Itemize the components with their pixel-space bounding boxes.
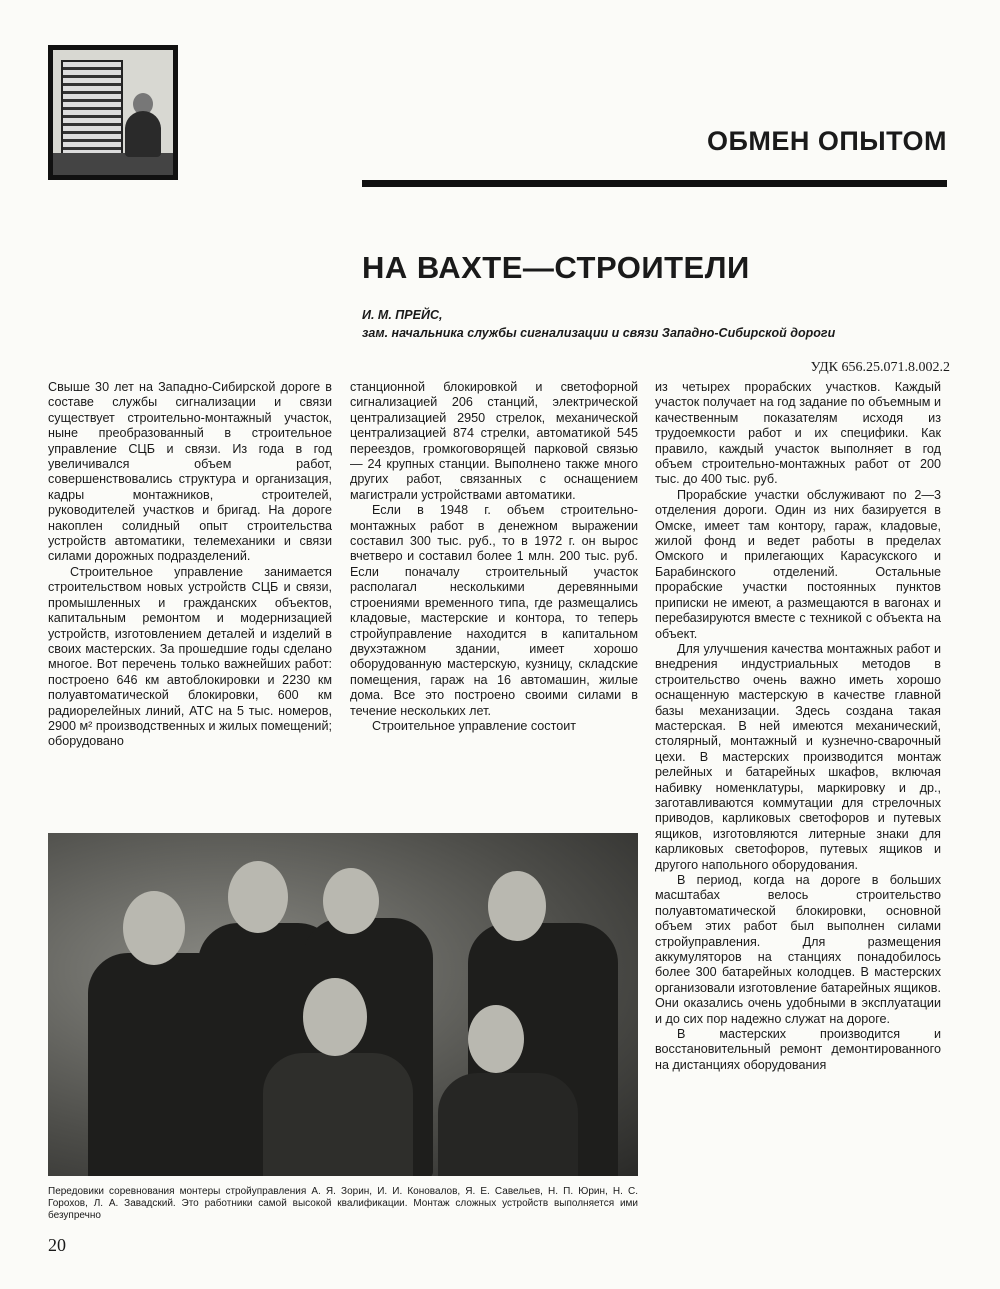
section-thumbnail-photo bbox=[48, 45, 178, 180]
author-name: И. М. ПРЕЙС, bbox=[362, 308, 443, 322]
photo-caption: Передовики соревнования монтеры стройуправления А. Я. Зорин, И. И. Коновалов, Я. Е. Савельев, Н. П. Юрин, Н. С. Горохов, Л. А. Завадский. Это работники самой высокой квалификации. Монтаж сложных устройств выполняется ими безупречно bbox=[48, 1186, 638, 1221]
paragraph: станционной блокировкой и светофорной сигнализацией 206 станций, электрической централизацией 2950 стрелок, механической централизацией 874 стрелки, автоматикой 545 переездов, громкоговорящей парковой связью — 24 крупных станции. Выполнено также много других работ, связанных с оснащением магистрали устройствами автоматики. bbox=[350, 380, 638, 502]
paragraph: из четырех прорабских участков. Каждый участок получает на год задание по объемным и качественным показателям исходя из трудоемкости работ и их специфики. Как правило, каждый участок выполняет в год объем строительно-монтажных работ от 200 тыс. до 400 тыс. руб. bbox=[655, 380, 941, 487]
operator-figure bbox=[125, 111, 161, 157]
group-photo bbox=[48, 833, 638, 1176]
paragraph: В мастерских производится и восстановительный ремонт демонтированного на дистанциях оборудования bbox=[655, 1027, 941, 1072]
paragraph: Прорабские участки обслуживают по 2—3 отделения дороги. Один из них базируется в Омске, имеет там контору, гараж, кладовые, жилой фонд и ведет работы в пределах Омского и прилегающих Карасукского и Барабинского отделений. Остальные прорабские участки постоянных пунктов приписки не имеют, а размещаются в вагонах и перебазируются вместе с техникой с объекта на объект. bbox=[655, 487, 941, 641]
udk-code: УДК 656.25.071.8.002.2 bbox=[810, 360, 950, 375]
paragraph: Строительное управление состоит bbox=[372, 718, 577, 733]
control-panel-image bbox=[61, 60, 123, 168]
paragraph: Если в 1948 г. объем строительно-монтажных работ в денежном выражении составил 300 тыс. руб., то в 1972 г. он вырос вчетверо и составил более 1 млн. 200 тыс. руб. Если поначалу строительный участок располагал несколькими деревянными строениями временного типа, где размещались кладовые, мастерские и контора, то теперь стройуправление находится в капитальном двухэтажном здании, имеет хорошо оборудованную мастерскую, кузницу, складские помещения, гараж на 16 автомашин, жилые дома. Все это построено своими силами в течение нескольких лет. bbox=[350, 503, 638, 718]
page-number: 20 bbox=[48, 1235, 66, 1255]
paragraph: Для улучшения качества монтажных работ и внедрения индустриальных методов в строительство очень важно иметь хорошо оснащенную мастерскую в качестве главной базы механизации. Здесь создана такая мастерская. В ней имеются механический, столярный, монтажный и кузнечно-сварочный цехи. В мастерских производится монтаж релейных и батарейных шкафов, включая набивку номенклатуры, маркировку и др., заготавливаются коммутации для стрелочных приводов, карликовых светофоров и путевых ящиков, изготовляются литерные знаки для карликовых светофоров, путевых ящиков и другого напольного оборудования. bbox=[655, 641, 941, 872]
paragraph: Строительное управление занимается строительством новых устройств СЦБ и связи, промышленных и гражданских объектов, капитальным ремонтом и модернизацией устройств, изготовлением деталей и изделий в своих мастерских. За прошедшие годы сделано многое. Вот перечень только важнейших работ: построено 646 км автоблокировки и 2230 км полуавтоматической блокировки, 600 км радиорелейных линий, АТС на 5 тыс. номеров, 2900 м² производственных и жилых помещений; оборудовано bbox=[48, 564, 332, 749]
text-column-2 bbox=[350, 380, 638, 734]
text-column-3 bbox=[655, 380, 941, 1073]
paragraph: Свыше 30 лет на Западно-Сибирской дороге в составе службы сигнализации и связи существует строительно-монтажный участок, ныне преобразованный в строительное управление СЦБ и связи. Из года в год увеличивался объем работ, совершенствовались структура и организация, кадры монтажников, строителей, руководителей участков и бригад. На дороге накоплен солидный опыт строительства устройств автоматики, телемеханики и связи силами дорожных подразделений. bbox=[48, 380, 332, 564]
author-position: зам. начальника службы сигнализации и связи Западно-Сибирской дороги bbox=[362, 326, 836, 340]
text-column-1 bbox=[48, 380, 332, 750]
article-headline: НА ВАХТЕ—СТРОИТЕЛИ bbox=[362, 250, 750, 285]
paragraph: В период, когда на дороге в больших масштабах велось строительство полуавтоматической блокировки, основной объем этих работ был выполнен силами стройуправления. Для размещения аккумуляторов на станциях понадобилось более 300 батарейных колодцев. В мастерских организовали изготовление батарейных ящиков. Они оказались очень удобными в эксплуатации и до сих пор надежно служат на дороге. bbox=[655, 873, 941, 1026]
section-rule bbox=[362, 180, 947, 187]
section-title: ОБМЕН ОПЫТОМ bbox=[706, 126, 947, 156]
